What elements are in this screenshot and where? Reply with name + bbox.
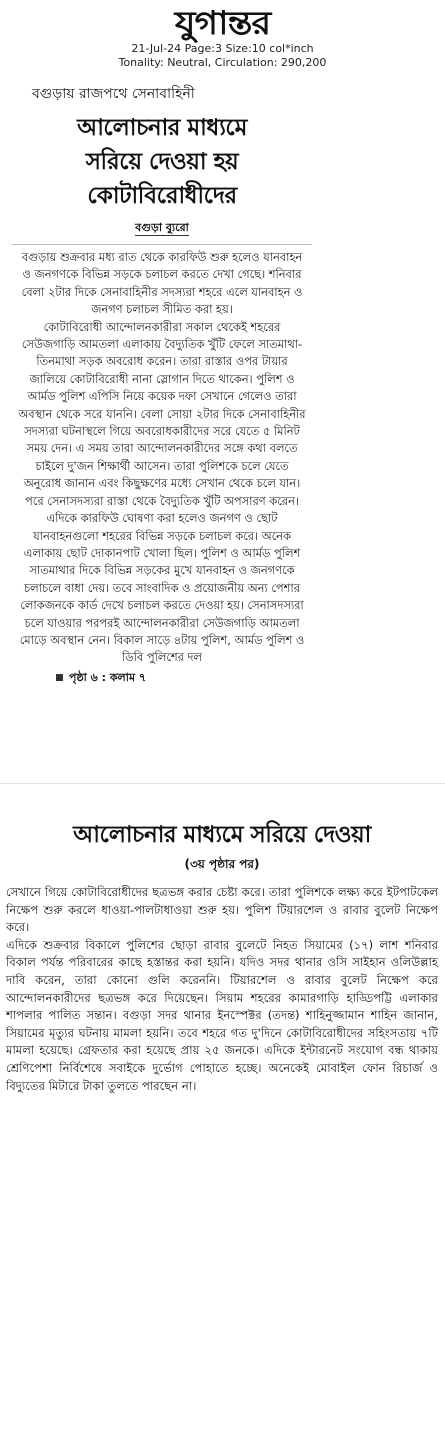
headline-line: সরিয়ে দেওয়া হয় [85,149,239,175]
jump-clipping [6,818,438,1418]
clipping-meta-date-page: 21-Jul-24 Page:3 Size:10 col*inch [131,42,314,55]
square-bullet-icon [56,674,63,681]
clipping-divider [0,783,445,784]
continued-from-note: (৩য় পৃষ্ঠার পর) [184,857,260,871]
article-clipping [12,85,312,775]
jump-body [6,884,438,1095]
continuation-note [56,669,312,688]
newspaper-logo: যুগান্তর [174,4,271,42]
article-headline [12,111,312,213]
clipping-meta-tonality: Tonality: Neutral, Circulation: 290,200 [118,56,327,69]
jump-paragraph: সেখানে গিয়ে কোটাবিরোধীদের ছত্রভঙ্গ করার চেষ্টা করে। তারা পুলিশকে লক্ষ্য করে ইটপাটকেল নিক্ষেপ শুরু করলে ধাওয়া-পালটাধাওয়া শুরু হয়। পুলিশ টিয়ারশেল ও রাবার বুলেট নিক্ষেপ করে। [6,885,438,935]
jump-headline: আলোচনার মাধ্যমে সরিয়ে দেওয়া [73,822,371,848]
article-byline [12,219,312,238]
jump-paragraph: এদিকে শুক্রবার বিকালে পুলিশের ছোড়া রাবার বুলেটে নিহত সিয়ামের (১৭) লাশ শনিবার বিকাল পর্যন্ত পরিবারের কাছে হস্তান্তর করা হয়নি। যদিও সদর থানার ওসি সাইহান ওলিউল্লাহ দাবি করেন, তারা কোনো গুলি করেননি। টিয়ারশেল ও রাবার বুলেট নিক্ষেপ করে আন্দোলনকারীদের ছত্রভঙ্গ করে দিয়েছেন। সিয়াম শহরের কামারগাড়ি হাড্ডিপট্টি এলাকার শাপলার পালিত সন্তান। বগুড়া সদর থানার ইনস্পেক্টর (তদন্ত) শাহিনুজ্জামান শাহিন জানান, সিয়ামের মৃত্যুর ঘটনায় মামলা হয়নি। তবে শহরে গত দু'দিনে কোটাবিরোধীদের সহিংসতায় ৭টি মামলা হয়েছে। গ্রেফতার করা হয়েছে প্রায় ২৫ জনকে। এদিকে ইন্টারনেট সংযোগ বন্ধ থাকায় শ্রেণিপেশা নির্বিশেষে সবাইকে দুর্ভোগ পোহাতে হচ্ছে। অনেকেই মোবাইল ফোন রিচার্জ ও বিদ্যুতের মিটারে টাকা তুলতে পারছেন না। [6,937,438,1093]
byline-divider [12,244,312,245]
article-paragraph: এদিকে কারফিউ ঘোষণা করা হলেও জনগণ ও ছোট যানবাহনগুলো শহরের বিভিন্ন সড়কে চলাচল করে। অনেক এলাকায় ছোট দোকানপাট খোলা ছিল। পুলিশ ও আর্মড পুলিশ সাতমাথার দিকে বিভিন্ন সড়কের মুখে যানবাহন ও জনগণকে চলাচলে বাধা দেয়। তবে সাংবাদিক ও প্রয়োজনীয় অন্য পেশার লোকজনকে কার্ড দেখে চলাচল করতে দেওয়া হয়। সেনাসদস্যরা চলে যাওয়ার পরপরই আন্দোলনকারীরা সেউজগাড়ি আমতলা মোড়ে অবস্থান নেন। বিকাল সাড়ে ৪টায় পুলিশ, আর্মড পুলিশ ও ডিবি পুলিশের দল [19,511,305,665]
masthead [0,4,445,70]
headline-line: আলোচনার মাধ্যমে [77,115,247,141]
byline-text: বগুড়া ব্যুরো [135,221,189,234]
article-body [12,249,312,667]
article-paragraph: কোটাবিরোধী আন্দোলনকারীরা সকাল থেকেই শহরের সেউজগাড়ি আমতলা এলাকায় বৈদ্যুতিক খুঁটি ফেলে সাতমাথা-তিনমাথা সড়ক অবরোধ করেন। তারা রাস্তার ওপর টায়ার জালিয়ে কোটাবিরোধী নানা স্লোগান দিতে থাকেন। পুলিশ ও আর্মড পুলিশ এপিসি নিয়ে কয়েক দফা সেখানে গেলেও তারা অবস্থান থেকে সরে যাননি। বেলা সোয়া ২টার দিকে সেনাবাহিনীর সদস্যরা ঘটনাস্থলে গিয়ে অবরোধকারীদের সরে যেতে ৫ মিনিট সময় দেন। এ সময় তারা আন্দোলনকারীদের সঙ্গে কথা বলতে চাইলে দু'জন শিক্ষার্থী আসেন। তারা পুলিশকে চলে যেতে অনুরোধ জানান এবং কিছুক্ষণের মধ্যে সেখান থেকে চলে যান। পরে সেনাসদস্যরা রাস্তা থেকে বৈদ্যুতিক খুঁটি অপসারণ করেন। [18,319,306,508]
article-kicker: বগুড়ায় রাজপথে সেনাবাহিনী [32,86,195,102]
article-paragraph: বগুড়ায় শুক্রবার মধ্য রাত থেকে কারফিউ শুরু হলেও যানবাহন ও জনগণকে বিভিন্ন সড়কে চলাচল করতে দেখা গেছে। শনিবার বেলা ২টার দিকে সেনাবাহিনীর সদস্যরা শহরে এলে যানবাহন ও জনগণ চলাচল সীমিত করা হয়। [21,250,303,317]
headline-line: কোটাবিরোধীদের [87,183,237,209]
continuation-text: পৃষ্ঠা ৬ : কলাম ৭ [69,670,147,684]
